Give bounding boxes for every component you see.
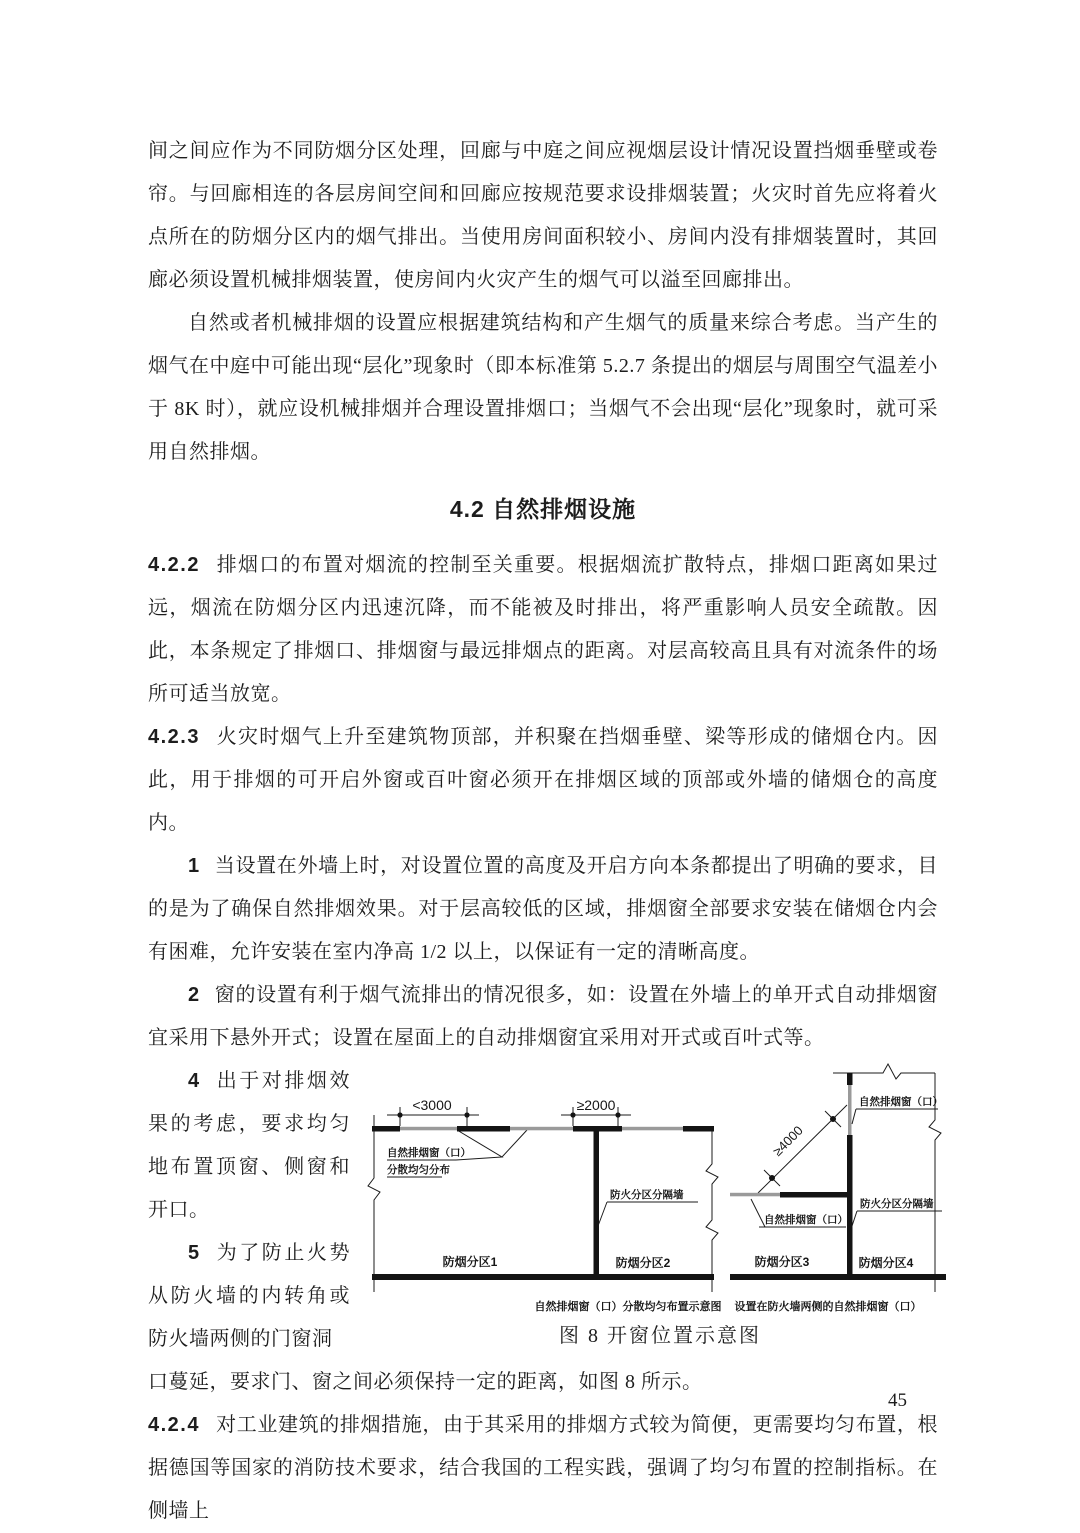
dimension-label-2000: ≥2000: [576, 1097, 616, 1113]
figure-text-wrap-row: [148, 1060, 943, 1361]
right-diagram-caption: 设置在防火墙两侧的自然排烟窗（口）: [734, 1301, 922, 1313]
clause-4-2-3: [148, 716, 938, 845]
clause-text: 对工业建筑的排烟措施，由于其采用的排烟方式较为简便，更需要均匀布置，根据德国等国家的消防技术要求，结合我国的工程实践，强调了均匀布置的控制指标。在侧墙上: [148, 1414, 938, 1522]
right-firewall-label: 防火分区分隔墙: [860, 1198, 934, 1210]
clause-number: 4.2.2: [148, 554, 200, 576]
clause-4-2-2: [148, 544, 938, 716]
figure-8-title: 图 8 开窗位置示意图: [559, 1325, 761, 1347]
list-item-1: [148, 845, 938, 974]
dimension-label-3000: <3000: [412, 1097, 452, 1113]
list-item-4: [148, 1060, 350, 1232]
left-diagram-caption: 自然排烟窗（口）分散均匀布置示意图: [534, 1301, 722, 1313]
clause-4-2-4: [148, 1404, 938, 1533]
clause-text: 排烟口的布置对烟流的控制至关重要。根据烟流扩散特点，排烟口距离如果过远，烟流在防烟分区内迅速沉降，而不能被及时排出，将严重影响人员安全疏散。因此，本条规定了排烟口、排烟窗与最远排烟点的距离。对层高较高且具有对流条件的场所可适当放宽。: [148, 554, 938, 705]
paragraph-mechanical-smoke: 自然或者机械排烟的设置应根据建筑结构和产生烟气的质量来综合考虑。当产生的烟气在中庭中可能出现“层化”现象时（即本标准第 5.2.7 条提出的烟层与周围空气温差小于 8K 时），就应设机械排烟并合理设置排烟口；当烟气不会出现“层化”现象时，就可采用自然排烟。: [148, 312, 938, 463]
left-firewall-label: 防火分区分隔墙: [610, 1189, 684, 1201]
item-number: 1: [188, 855, 201, 877]
left-window-label-line1: 自然排烟窗（口）: [387, 1147, 471, 1159]
dimension-label-4000: ≥4000: [769, 1122, 806, 1159]
item-text: 出于对排烟效果的考虑，要求均匀地布置顶窗、侧窗和开口。: [148, 1070, 350, 1221]
list-item-5-continuation: 口蔓延，要求门、窗之间必须保持一定的距离，如图 8 所示。: [148, 1371, 703, 1393]
wrapped-text-column: [148, 1060, 350, 1361]
left-window-label-line2: 分散均匀分布: [387, 1164, 450, 1176]
list-item-2: [148, 974, 938, 1060]
list-item-5: [148, 1232, 350, 1361]
item-text: 窗的设置有利于烟气流排出的情况很多，如：设置在外墙上的单开式自动排烟窗宜采用下悬外开式；设置在屋面上的自动排烟窗宜采用对开式或百叶式等。: [148, 984, 938, 1049]
item-number: 2: [188, 984, 201, 1006]
zone-4-label: 防烟分区4: [858, 1256, 914, 1270]
zone-1-label: 防烟分区1: [442, 1255, 498, 1269]
right-window-label-left: 自然排烟窗（口）: [764, 1214, 848, 1226]
item-number: 5: [188, 1242, 201, 1264]
zone-3-label: 防烟分区3: [754, 1255, 810, 1269]
item-number: 4: [188, 1070, 201, 1092]
figure-8-diagram: [360, 1060, 960, 1318]
paragraph-continuation: 间之间应作为不同防烟分区处理，回廊与中庭之间应视烟层设计情况设置挡烟垂壁或卷帘。与回廊相连的各层房间空间和回廊应按规范要求设排烟装置；火灾时首先应将着火点所在的防烟分区内的烟气排出。当使用房间面积较小、房间内没有排烟装置时，其回廊必须设置机械排烟装置，使房间内火灾产生的烟气可以溢至回廊排出。: [148, 140, 938, 291]
zone-2-label: 防烟分区2: [615, 1256, 671, 1270]
page-number: 45: [888, 1390, 907, 1411]
clause-text: 火灾时烟气上升至建筑物顶部，并积聚在挡烟垂壁、梁等形成的储烟仓内。因此，用于排烟的可开启外窗或百叶窗必须开在排烟区域的顶部或外墙的储烟仓的高度内。: [148, 726, 938, 834]
clause-number: 4.2.4: [148, 1414, 200, 1436]
right-window-label-top: 自然排烟窗（口）: [859, 1096, 943, 1108]
section-heading-4-2: 4.2 自然排烟设施: [449, 496, 637, 522]
item-text: 为了防止火势从防火墙的内转角或防火墙两侧的门窗洞: [148, 1242, 350, 1350]
figure-8: [360, 1060, 960, 1349]
item-text: 当设置在外墙上时，对设置位置的高度及开启方向本条都提出了明确的要求，目的是为了确保自然排烟效果。对于层高较低的区域，排烟窗全部要求安装在储烟仓内会有困难，允许安装在室内净高 1/2 以上，以保证有一定的清晰高度。: [148, 855, 938, 963]
clause-number: 4.2.3: [148, 726, 200, 748]
